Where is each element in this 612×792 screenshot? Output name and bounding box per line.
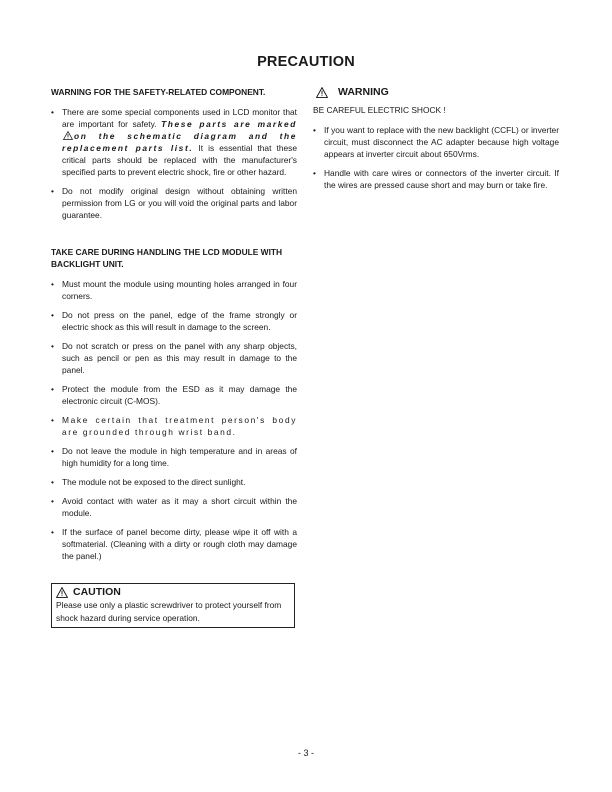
marked-emphasis: These parts are marked [161, 119, 297, 129]
warning-triangle-icon [56, 587, 68, 598]
left-column [51, 86, 297, 569]
caution-heading [56, 586, 290, 599]
critical-parts-text: It is essential that these critical parts should be replaced with the manufacturer's specified parts to prevent electric shock, fire or other hazard. [62, 143, 297, 177]
list-item: • Avoid contact with water as it may a short circuit within the module. [51, 495, 297, 519]
warning-triangle-icon [63, 131, 73, 140]
warning-triangle-icon [316, 87, 328, 98]
list-item: • Do not leave the module in high temperature and in areas of high humidity for a long time. [51, 445, 297, 469]
list-item: • The module not be exposed to the direct sunlight. [51, 476, 297, 488]
list-item: • If you want to replace with the new backlight (CCFL) or inverter circuit, must disconnect the AC adapter because high voltage appears at inverter circuit about 650Vrms. [313, 124, 559, 160]
page-number: - 3 - [297, 748, 314, 758]
list-item: • Do not modify original design without obtaining written permission from LG or you will void the original parts and labor guarantee. [51, 185, 297, 221]
list-item: • Do not press on the panel, edge of the frame strongly or electric shock as this will result in damage to the screen. [51, 309, 297, 333]
warning-list [313, 124, 559, 191]
list-item [51, 106, 297, 178]
lcd-handling-list [51, 278, 297, 562]
caution-title: CAUTION [73, 586, 121, 598]
list-item: • Protect the module from the ESD as it may damage the electronic circuit (C-MOS). [51, 383, 297, 407]
lcd-handling-heading: TAKE CARE DURING HANDLING THE LCD MODULE WITH BACKLIGHT UNIT. [51, 247, 283, 269]
schematic-emphasis: on the schematic diagram and the replacement parts list. [62, 131, 297, 153]
list-item: • Do not scratch or press on the panel with any sharp objects, such as pencil or pen as this may result in damage to the panel. [51, 340, 297, 376]
list-item: • Must mount the module using mounting holes arranged in four corners. [51, 278, 297, 302]
special-components-text: There are some special components used in LCD monitor that are important for safety. [62, 107, 297, 129]
safety-component-heading: WARNING FOR THE SAFETY-RELATED COMPONENT. [51, 87, 266, 97]
right-column [313, 86, 559, 198]
warning-heading [313, 86, 559, 98]
warning-subtitle: BE CAREFUL ELECTRIC SHOCK ! [313, 105, 446, 115]
warning-title: WARNING [338, 86, 389, 98]
list-item: • If the surface of panel become dirty, please wipe it off with a softmaterial. (Cleaning with a dirty or rough cloth may damage the panel.) [51, 526, 297, 562]
caution-box [51, 583, 295, 628]
list-item: • Handle with care wires or connectors of the inverter circuit. If the wires are pressed cause short and may burn or take fire. [313, 167, 559, 191]
caution-text: Please use only a plastic screwdriver to protect yourself from shock hazard during service operation. [56, 600, 282, 623]
list-item: • Make certain that treatment person's body are grounded through wrist band. [51, 414, 297, 438]
safety-component-list [51, 106, 297, 221]
page-title: PRECAUTION [257, 54, 355, 70]
